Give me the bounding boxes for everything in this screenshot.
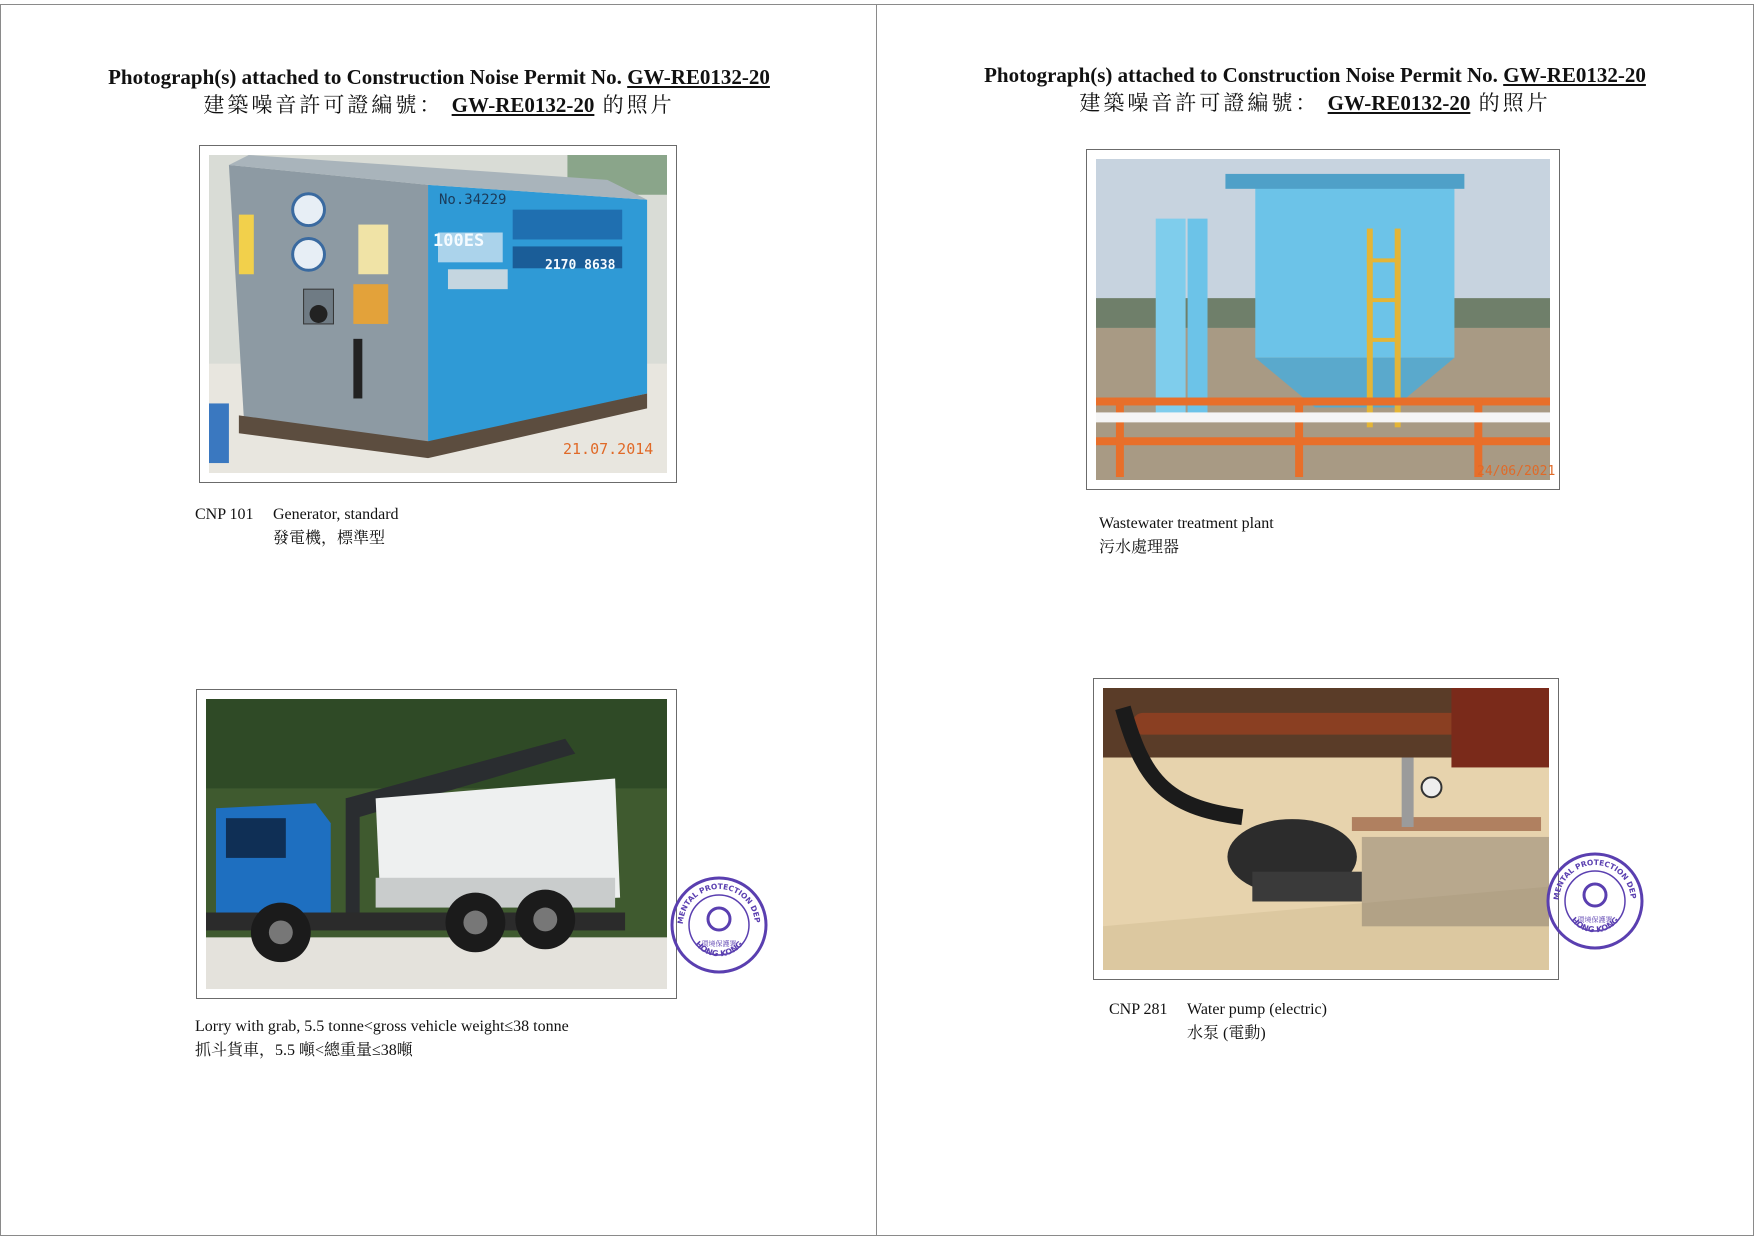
header-english-prefix: Photograph(s) attached to Construction Noise Permit No. bbox=[108, 65, 622, 89]
caption-english: Wastewater treatment plant bbox=[1099, 515, 1274, 532]
epd-stamp bbox=[1545, 851, 1645, 951]
stamp-top-text: MENTAL PROTECTION DEP bbox=[675, 881, 762, 925]
stamp-top-text: MENTAL PROTECTION DEP bbox=[1551, 857, 1638, 901]
document-page-left bbox=[0, 4, 878, 1236]
generator-serial-label: No.34229 bbox=[439, 192, 507, 208]
header-chinese-prefix: 建築噪音許可證編號： bbox=[203, 93, 444, 117]
permit-number: GW-RE0132-20 bbox=[1327, 91, 1471, 115]
header-english bbox=[877, 63, 1753, 88]
permit-number: GW-RE0132-20 bbox=[451, 93, 595, 117]
cnp-code: CNP 281 bbox=[1109, 1001, 1168, 1018]
header-chinese bbox=[877, 87, 1753, 117]
caption-english: Water pump (electric) bbox=[1187, 1001, 1327, 1018]
photo-date-stamp: 24/06/2021 bbox=[1477, 464, 1556, 479]
lorry-photo bbox=[196, 689, 677, 999]
header-chinese-suffix: 的照片 bbox=[1478, 91, 1551, 115]
generator-model-label: 100ES bbox=[433, 231, 485, 251]
caption-water-pump bbox=[1109, 998, 1327, 1046]
generator-photo bbox=[199, 145, 677, 483]
caption-english: Generator, standard bbox=[273, 506, 399, 523]
caption-wastewater-plant bbox=[1099, 512, 1274, 560]
stamp-bottom-text: HONG KONG bbox=[693, 939, 745, 959]
caption-chinese: 污水處理器 bbox=[1099, 539, 1180, 556]
header-chinese-prefix: 建築噪音許可證編號： bbox=[1079, 91, 1320, 115]
permit-number: GW-RE0132-20 bbox=[627, 65, 770, 89]
header-english-prefix: Photograph(s) attached to Construction Noise Permit No. bbox=[984, 63, 1498, 87]
caption-chinese: 水泵 (電動) bbox=[1187, 1025, 1266, 1042]
caption-chinese: 抓斗貨車，5.5 噸<總重量≤38噸 bbox=[195, 1042, 413, 1059]
document-page-right bbox=[876, 4, 1754, 1236]
caption-english: Lorry with grab, 5.5 tonne<gross vehicle weight≤38 tonne bbox=[195, 1018, 569, 1035]
header-english bbox=[1, 65, 877, 90]
epd-stamp bbox=[669, 875, 769, 975]
caption-generator bbox=[195, 503, 399, 551]
photo-date-stamp: 21.07.2014 bbox=[563, 440, 654, 458]
caption-lorry bbox=[195, 1015, 569, 1063]
header-chinese-suffix: 的照片 bbox=[602, 93, 675, 117]
stamp-bottom-text: HONG KONG bbox=[1569, 915, 1621, 935]
cnp-code: CNP 101 bbox=[195, 506, 254, 523]
water-pump-photo bbox=[1093, 678, 1559, 980]
stamp-center-text: 環境保護署 bbox=[1577, 916, 1613, 924]
header-chinese bbox=[1, 89, 877, 119]
caption-chinese: 發電機，標準型 bbox=[273, 530, 386, 547]
permit-number: GW-RE0132-20 bbox=[1503, 63, 1646, 87]
wastewater-plant-photo bbox=[1086, 149, 1560, 490]
stamp-center-text: 環境保護署 bbox=[701, 940, 737, 948]
generator-phone-label: 2170 8638 bbox=[545, 258, 616, 273]
